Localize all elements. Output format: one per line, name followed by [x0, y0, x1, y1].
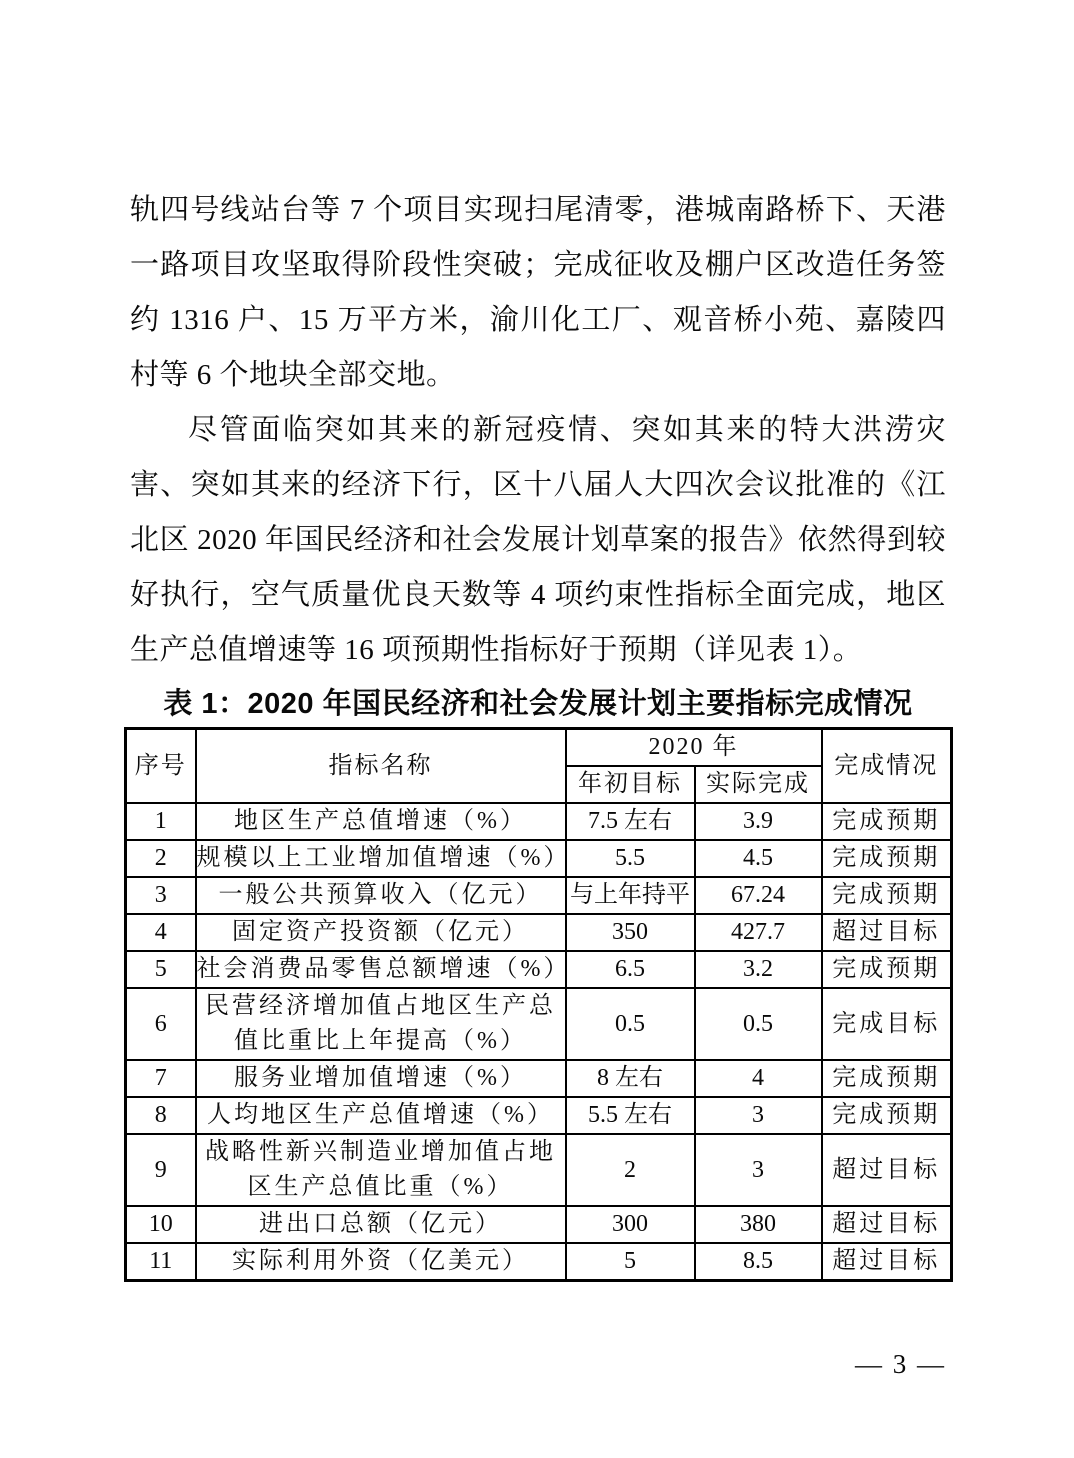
body-paragraph-2: 尽管面临突如其来的新冠疫情、突如其来的特大洪涝灾害、突如其来的经济下行，区十八届人大四次会议批准的《江北区 2020 年国民经济和社会发展计划草案的报告》依然得到较好执行，空气质量优良天数等 4 项约束性指标全面完成，地区生产总值增速等 16 项预期性指标好于预期（详见表 1）。 — [130, 414, 946, 666]
table-row — [126, 988, 952, 1060]
table-body — [126, 803, 952, 1281]
target-value-cell: 7.5 左右 — [566, 803, 695, 840]
table-row — [126, 1206, 952, 1243]
row-index-cell: 5 — [126, 951, 196, 988]
target-value-cell: 350 — [566, 914, 695, 951]
table-row — [126, 1134, 952, 1206]
col-header-year-group: 2020 年 — [566, 729, 822, 767]
indicator-name-cell: 规模以上工业增加值增速（%） — [196, 840, 566, 877]
actual-value-cell: 4 — [695, 1060, 822, 1097]
page-content — [130, 183, 946, 1282]
actual-value-cell: 0.5 — [695, 988, 822, 1060]
row-index-cell: 6 — [126, 988, 196, 1060]
actual-value-cell: 8.5 — [695, 1243, 822, 1281]
status-cell: 超过目标 — [822, 1206, 952, 1243]
status-cell: 超过目标 — [822, 1134, 952, 1206]
target-value-cell: 5 — [566, 1243, 695, 1281]
table-row — [126, 914, 952, 951]
table-row — [126, 1243, 952, 1281]
body-paragraph-1: 轨四号线站台等 7 个项目实现扫尾清零，港城南路桥下、天港一路项目攻坚取得阶段性突破；完成征收及棚户区改造任务签约 1316 户、15 万平方米，渝川化工厂、观音桥小苑、嘉陵四村等 6 个地块全部交地。 — [130, 194, 946, 391]
col-header-actual: 实际完成 — [695, 766, 822, 803]
actual-value-cell: 3 — [695, 1134, 822, 1206]
indicator-name-cell: 进出口总额（亿元） — [196, 1206, 566, 1243]
row-index-cell: 10 — [126, 1206, 196, 1243]
indicator-name-cell: 固定资产投资额（亿元） — [196, 914, 566, 951]
target-value-cell: 2 — [566, 1134, 695, 1206]
actual-value-cell: 3.9 — [695, 803, 822, 840]
row-index-cell: 3 — [126, 877, 196, 914]
target-value-cell: 8 左右 — [566, 1060, 695, 1097]
target-value-cell: 6.5 — [566, 951, 695, 988]
indicator-name-cell: 人均地区生产总值增速（%） — [196, 1097, 566, 1134]
status-cell: 完成预期 — [822, 840, 952, 877]
indicator-name-cell: 服务业增加值增速（%） — [196, 1060, 566, 1097]
row-index-cell: 1 — [126, 803, 196, 840]
table-title: 表 1：2020 年国民经济和社会发展计划主要指标完成情况 — [163, 688, 913, 720]
actual-value-cell: 4.5 — [695, 840, 822, 877]
target-value-cell: 0.5 — [566, 988, 695, 1060]
page-number: — 3 — — [855, 1349, 946, 1379]
status-cell: 完成预期 — [822, 803, 952, 840]
status-cell: 超过目标 — [822, 914, 952, 951]
row-index-cell: 8 — [126, 1097, 196, 1134]
col-header-target: 年初目标 — [566, 766, 695, 803]
table-row — [126, 840, 952, 877]
indicator-name-cell: 地区生产总值增速（%） — [196, 803, 566, 840]
table-row — [126, 951, 952, 988]
indicator-name-cell: 民营经济增加值占地区生产总值比重比上年提高（%） — [196, 988, 566, 1060]
row-index-cell: 11 — [126, 1243, 196, 1281]
target-value-cell: 5.5 — [566, 840, 695, 877]
col-header-status: 完成情况 — [822, 729, 952, 804]
actual-value-cell: 427.7 — [695, 914, 822, 951]
row-index-cell: 7 — [126, 1060, 196, 1097]
table-row — [126, 1097, 952, 1134]
target-value-cell: 300 — [566, 1206, 695, 1243]
target-value-cell: 与上年持平 — [566, 877, 695, 914]
indicators-table — [124, 727, 953, 1282]
status-cell: 完成预期 — [822, 1060, 952, 1097]
table-row — [126, 803, 952, 840]
actual-value-cell: 67.24 — [695, 877, 822, 914]
table-header — [126, 729, 952, 804]
col-header-index: 序号 — [126, 729, 196, 804]
indicator-name-cell: 战略性新兴制造业增加值占地区生产总值比重（%） — [196, 1134, 566, 1206]
status-cell: 超过目标 — [822, 1243, 952, 1281]
status-cell: 完成目标 — [822, 988, 952, 1060]
actual-value-cell: 3.2 — [695, 951, 822, 988]
status-cell: 完成预期 — [822, 877, 952, 914]
table-row — [126, 877, 952, 914]
status-cell: 完成预期 — [822, 951, 952, 988]
indicator-name-cell: 社会消费品零售总额增速（%） — [196, 951, 566, 988]
row-index-cell: 4 — [126, 914, 196, 951]
body-text-block — [130, 183, 946, 678]
actual-value-cell: 380 — [695, 1206, 822, 1243]
table-row — [126, 1060, 952, 1097]
indicator-name-cell: 实际利用外资（亿美元） — [196, 1243, 566, 1281]
actual-value-cell: 3 — [695, 1097, 822, 1134]
col-header-indicator: 指标名称 — [196, 729, 566, 804]
status-cell: 完成预期 — [822, 1097, 952, 1134]
target-value-cell: 5.5 左右 — [566, 1097, 695, 1134]
indicator-name-cell: 一般公共预算收入（亿元） — [196, 877, 566, 914]
row-index-cell: 2 — [126, 840, 196, 877]
row-index-cell: 9 — [126, 1134, 196, 1206]
